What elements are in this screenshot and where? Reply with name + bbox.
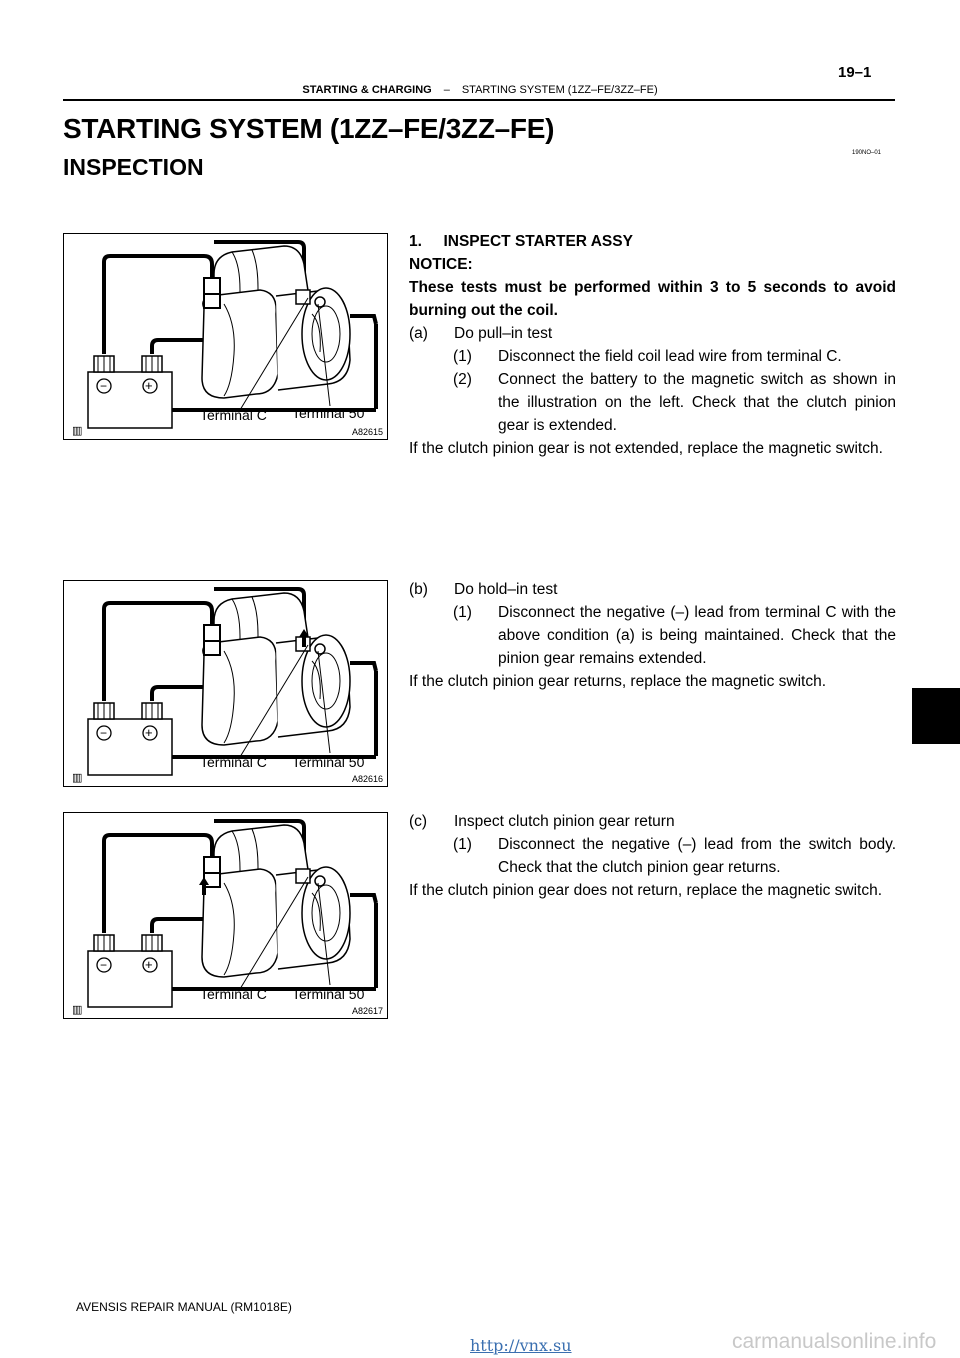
step-b-result: If the clutch pinion gear returns, replace the magnetic switch. (409, 673, 826, 690)
label-terminal-c: Terminal C (200, 986, 267, 1002)
watermark-link[interactable]: http://vnx.su (470, 1336, 572, 1355)
car-icon: ▥ (72, 772, 83, 784)
step-c-title (409, 810, 896, 833)
notice-text: These tests must be performed within 3 to 5 seconds to avoid burning out the coil. (409, 279, 896, 319)
figure-starter-hold-in (63, 580, 388, 787)
item-text: Connect the battery to the magnetic switch as shown in the illustration on the left. Check that the clutch pinion gear is extended. (498, 371, 896, 434)
section-heading: 1. INSPECT STARTER ASSY (409, 233, 633, 250)
battery-plus-symbol: + (145, 725, 153, 740)
step-b-title (409, 578, 896, 601)
step-a-title (409, 322, 896, 345)
step-b-item-1 (409, 601, 896, 670)
battery-minus-symbol: − (100, 379, 108, 393)
footer-manual-name: AVENSIS REPAIR MANUAL (RM1018E) (76, 1300, 292, 1314)
label-terminal-50: Terminal 50 (292, 754, 365, 770)
item-number: (1) (453, 836, 472, 853)
item-text: Disconnect the field coil lead wire from terminal C. (498, 348, 842, 365)
step-a-item-1 (409, 345, 896, 368)
step-c-item-1 (409, 833, 896, 879)
figure-code: A82616 (351, 774, 383, 784)
step-label: (a) (409, 325, 428, 342)
step-b (409, 578, 896, 693)
car-icon: ▥ (72, 425, 83, 437)
label-terminal-c: Terminal C (200, 754, 267, 770)
step-title: Do pull–in test (454, 325, 553, 342)
battery-plus-symbol: + (145, 957, 153, 972)
section-tab-marker (912, 688, 960, 744)
running-header (0, 84, 960, 96)
page-number: 19–1 (838, 64, 872, 81)
header-subsection: STARTING SYSTEM (1ZZ–FE/3ZZ–FE) (461, 84, 658, 96)
step-label: (b) (409, 581, 428, 598)
watermark-text: carmanualsonline.info (732, 1330, 937, 1353)
header-rule (63, 99, 895, 101)
label-terminal-50: Terminal 50 (292, 986, 365, 1002)
item-text: Disconnect the negative (–) lead from terminal C with the above condition (a) is being maintained. Check that the pinion gear remains extended. (498, 604, 896, 667)
step-a-result: If the clutch pinion gear is not extended, replace the magnetic switch. (409, 440, 883, 457)
item-text: Disconnect the negative (–) lead from the switch body. Check that the clutch pinion gear returns. (498, 836, 896, 876)
step-title: Inspect clutch pinion gear return (454, 813, 675, 830)
notice-label: NOTICE: (409, 256, 473, 273)
page-subtitle: INSPECTION (63, 154, 204, 180)
step-title: Do hold–in test (454, 581, 558, 598)
figure-code: A82615 (351, 427, 383, 437)
figure-starter-pull-in (63, 233, 388, 440)
battery-minus-symbol: − (100, 958, 108, 972)
document-code: 190NO–01 (852, 150, 882, 156)
figure-code: A82617 (351, 1006, 383, 1016)
label-terminal-c: Terminal C (200, 407, 267, 423)
step-label: (c) (409, 813, 428, 830)
section-1 (409, 230, 896, 460)
label-terminal-50: Terminal 50 (292, 405, 365, 421)
item-number: (1) (453, 348, 472, 365)
item-number: (2) (453, 371, 472, 388)
car-icon: ▥ (72, 1004, 83, 1016)
battery-plus-symbol: + (145, 378, 153, 393)
header-section: STARTING & CHARGING (302, 84, 432, 96)
step-a-item-2 (409, 368, 896, 437)
header-dash: – (443, 84, 450, 96)
step-c-result: If the clutch pinion gear does not return, replace the magnetic switch. (409, 882, 883, 899)
figure-starter-return (63, 812, 388, 1019)
battery-minus-symbol: − (100, 726, 108, 740)
page-title: STARTING SYSTEM (1ZZ–FE/3ZZ–FE) (63, 113, 555, 144)
step-c (409, 810, 896, 902)
item-number: (1) (453, 604, 472, 621)
